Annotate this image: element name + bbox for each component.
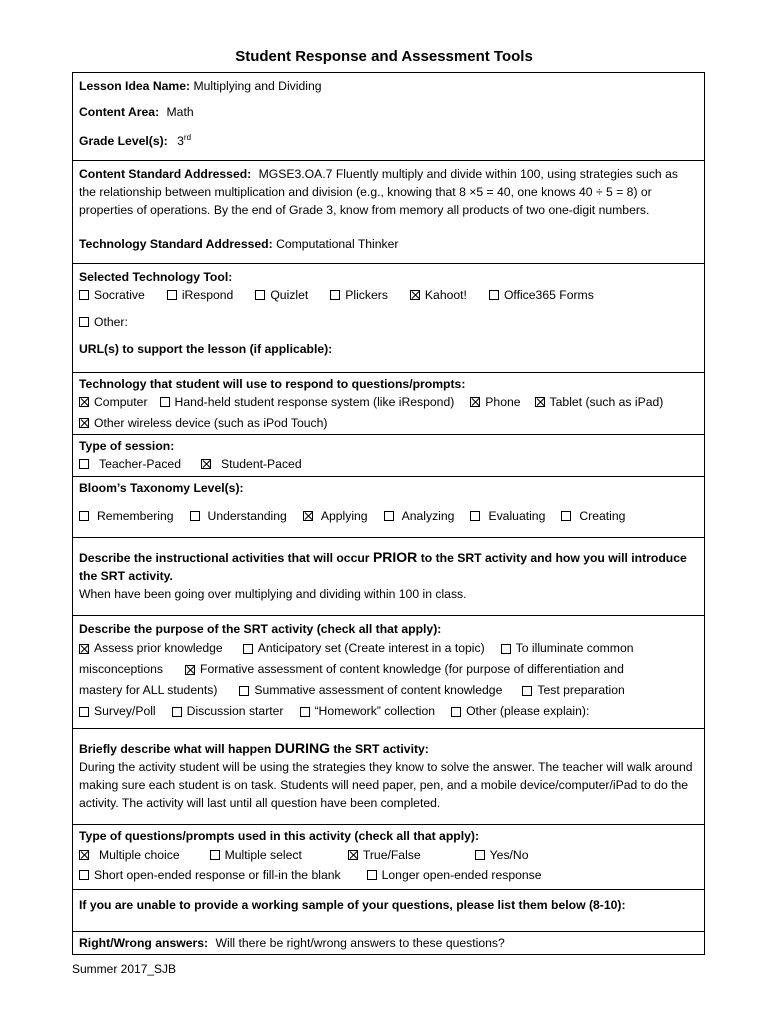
checkbox-icon[interactable]	[470, 397, 480, 407]
option-handheld[interactable]	[160, 393, 455, 411]
option-label: Remembering	[97, 509, 174, 524]
option-label: Anticipatory set (Create interest in a topic)	[257, 641, 485, 656]
checkbox-icon[interactable]	[79, 317, 89, 327]
option-label: Other:	[94, 315, 128, 330]
checkbox-icon[interactable]	[79, 397, 89, 407]
option-discussion-starter[interactable]	[172, 701, 284, 722]
checkbox-icon[interactable]	[489, 290, 499, 300]
session-type-section	[73, 435, 704, 477]
option-label: True/False	[362, 848, 421, 863]
prior-activities-section	[73, 538, 704, 616]
checkbox-icon[interactable]	[79, 418, 89, 428]
option-assess-prior-knowledge[interactable]	[79, 638, 223, 659]
purpose-continuation-text: mastery for ALL students)	[79, 683, 218, 698]
checkbox-icon[interactable]	[160, 397, 170, 407]
tech-standard-row	[79, 235, 698, 253]
option-label: To illuminate common	[515, 641, 634, 656]
option-label: Yes/No	[489, 848, 529, 863]
grade-level-suffix: rd	[183, 133, 192, 142]
bloom-taxonomy-label: Bloom’s Taxonomy Level(s):	[79, 481, 244, 496]
option-label: Analyzing	[401, 509, 455, 524]
option-label: Discussion starter	[186, 704, 284, 719]
option-evaluating[interactable]	[470, 507, 545, 525]
option-label: Student-Paced	[220, 457, 302, 472]
checkbox-icon[interactable]	[185, 665, 195, 675]
option-multiple-choice[interactable]	[79, 845, 180, 865]
option-label: Hand-held student response system (like iRespond)	[174, 395, 455, 410]
checkbox-icon[interactable]	[384, 511, 394, 521]
option-label: Longer open-ended response	[381, 868, 542, 883]
tech-standard-value[interactable]: Computational Thinker	[276, 237, 399, 252]
checkbox-icon[interactable]	[535, 397, 545, 407]
checkbox-icon[interactable]	[561, 511, 571, 521]
checkbox-icon[interactable]	[79, 511, 89, 521]
option-true-false[interactable]	[348, 845, 421, 865]
srt-purpose-section	[73, 616, 704, 729]
checkbox-icon[interactable]	[79, 290, 89, 300]
grade-level-row	[79, 129, 698, 150]
option-analyzing[interactable]	[384, 507, 455, 525]
option-label: Short open-ended response or fill-in the blank	[94, 868, 341, 883]
grade-level-number: 3	[177, 134, 184, 149]
during-emphasis: DURING	[274, 740, 330, 757]
option-label: Multiple choice	[99, 848, 180, 863]
respond-device-other-row	[79, 414, 698, 432]
option-label: Plickers	[345, 288, 388, 303]
session-type-options	[79, 455, 698, 473]
option-yes-no[interactable]	[475, 845, 529, 865]
option-label: Applying	[320, 509, 368, 524]
option-homework-collection[interactable]	[300, 701, 436, 722]
tech-standard-label: Technology Standard Addressed:	[79, 237, 273, 252]
option-formative-assessment[interactable]	[185, 659, 624, 680]
checkbox-icon[interactable]	[522, 686, 532, 696]
option-short-open-ended[interactable]	[79, 865, 341, 885]
checkbox-icon[interactable]	[190, 511, 200, 521]
option-kahoot[interactable]	[410, 286, 467, 304]
option-understanding[interactable]	[190, 507, 287, 525]
option-tablet[interactable]	[535, 393, 664, 411]
standards-section	[73, 161, 704, 264]
checkbox-icon[interactable]	[201, 459, 211, 469]
option-label: Kahoot!	[424, 288, 467, 303]
tech-tool-label: Selected Technology Tool:	[79, 270, 233, 285]
option-applying[interactable]	[303, 507, 368, 525]
respond-device-options	[79, 393, 698, 411]
checkbox-icon[interactable]	[475, 850, 485, 860]
during-label-text: Briefly describe what will happen	[79, 742, 272, 757]
purpose-row-4	[79, 701, 698, 722]
option-label: Quizlet	[270, 288, 309, 303]
respond-device-section	[73, 373, 704, 435]
purpose-row-3	[79, 680, 698, 701]
option-office365-forms[interactable]	[489, 286, 594, 304]
option-label: iRespond	[181, 288, 234, 303]
option-remembering[interactable]	[79, 507, 174, 525]
checkbox-icon[interactable]	[79, 459, 89, 469]
content-area-label: Content Area:	[79, 105, 160, 119]
option-student-paced[interactable]	[201, 455, 302, 473]
sample-questions-section	[73, 890, 704, 932]
option-creating[interactable]	[561, 507, 625, 525]
checkbox-icon[interactable]	[410, 290, 420, 300]
right-wrong-text[interactable]: Will there be right/wrong answers to these questions?	[215, 936, 505, 951]
option-label: Evaluating	[488, 509, 546, 524]
during-activity-section	[73, 729, 704, 825]
option-other[interactable]	[79, 313, 128, 331]
purpose-row-2	[79, 659, 698, 680]
question-types-section	[73, 825, 704, 890]
question-types-label: Type of questions/prompts used in this activity (check all that apply):	[79, 829, 479, 844]
checkbox-icon[interactable]	[300, 707, 310, 717]
checkbox-icon[interactable]	[348, 850, 358, 860]
during-activity-label	[79, 739, 698, 758]
option-irespond[interactable]	[167, 286, 234, 304]
sample-questions-label: If you are unable to provide a working sample of your questions, please list them below (8-10):	[79, 898, 626, 913]
tech-tool-options	[79, 286, 698, 304]
option-label: Survey/Poll	[94, 704, 156, 719]
option-label: Tablet (such as iPad)	[549, 395, 664, 410]
right-wrong-section	[73, 932, 704, 954]
during-label-text: the SRT activity:	[333, 742, 429, 757]
tech-tool-other-row	[79, 313, 698, 331]
checkbox-icon[interactable]	[501, 644, 511, 654]
option-label: Phone	[485, 395, 521, 410]
option-label: Other (please explain):	[466, 704, 590, 719]
option-other-explain[interactable]	[451, 701, 589, 722]
prior-emphasis: PRIOR	[372, 549, 418, 566]
content-area-value[interactable]: Math	[166, 105, 194, 119]
option-label: “Homework” collection	[314, 704, 436, 719]
checkbox-icon[interactable]	[255, 290, 265, 300]
option-computer[interactable]	[79, 393, 148, 411]
option-socrative[interactable]	[79, 286, 145, 304]
footer-text: Summer 2017_SJB	[72, 962, 177, 976]
option-label: Formative assessment of content knowledge (for purpose of differentiation and	[200, 662, 624, 677]
checkbox-icon[interactable]	[451, 707, 461, 717]
option-label: Teacher-Paced	[99, 457, 181, 472]
option-other-wireless[interactable]	[79, 414, 327, 432]
option-label: Office365 Forms	[503, 288, 594, 303]
srt-purpose-label: Describe the purpose of the SRT activity (check all that apply):	[79, 622, 442, 637]
grade-level-value[interactable]	[177, 134, 191, 148]
option-teacher-paced[interactable]	[79, 455, 181, 473]
bloom-taxonomy-section	[73, 477, 704, 538]
option-label: Other wireless device (such as iPod Touch)	[94, 416, 328, 431]
tech-tool-section	[73, 264, 704, 373]
checkbox-icon[interactable]	[79, 644, 89, 654]
checkbox-icon[interactable]	[243, 644, 253, 654]
checkbox-icon[interactable]	[210, 850, 220, 860]
checkbox-icon[interactable]	[167, 290, 177, 300]
option-label: Creating	[579, 509, 626, 524]
option-illuminate-misconceptions[interactable]	[501, 638, 634, 659]
option-test-preparation[interactable]	[522, 680, 624, 701]
content-standard-label: Content Standard Addressed:	[79, 167, 252, 182]
checkbox-icon[interactable]	[239, 686, 249, 696]
prior-activities-label	[79, 548, 698, 585]
option-summative-assessment[interactable]	[239, 680, 502, 701]
checkbox-icon[interactable]	[303, 511, 313, 521]
lesson-info-section	[73, 73, 704, 161]
respond-device-label: Technology that student will use to respond to questions/prompts:	[79, 377, 466, 392]
lesson-name-value[interactable]: Multiplying and Dividing	[193, 79, 322, 93]
option-quizlet[interactable]	[255, 286, 308, 304]
question-types-row-1	[79, 845, 698, 865]
checkbox-icon[interactable]	[367, 870, 377, 880]
option-label: Multiple select	[224, 848, 302, 863]
bloom-taxonomy-options	[79, 507, 698, 525]
content-area-row	[79, 103, 698, 121]
option-plickers[interactable]	[330, 286, 388, 304]
option-label: Socrative	[94, 288, 145, 303]
purpose-continuation-text: misconceptions	[79, 662, 163, 677]
page-title: Student Response and Assessment Tools	[235, 48, 533, 65]
prior-label-text: to the SRT activity and how you will introduce the SRT activity.	[79, 551, 687, 584]
checkbox-icon[interactable]	[330, 290, 340, 300]
checkbox-icon[interactable]	[79, 870, 89, 880]
option-label: Test preparation	[537, 683, 625, 698]
option-label: Understanding	[207, 509, 287, 524]
option-survey-poll[interactable]	[79, 701, 156, 722]
right-wrong-row	[79, 934, 698, 952]
purpose-row-1	[79, 638, 698, 659]
during-activity-text[interactable]: During the activity student will be using the strategies they know to solve the answer. The teacher will walk around making sure each student is on task. Students will need paper, pen, and a mobile device/computer/iPad to do the activity. The activity will last until all question have been completed.	[79, 760, 693, 811]
option-label: Assess prior knowledge	[94, 641, 223, 656]
session-type-label: Type of session:	[79, 439, 175, 454]
prior-label-text: Describe the instructional activities that will occur	[79, 551, 370, 566]
option-multiple-select[interactable]	[210, 845, 302, 865]
url-label: URL(s) to support the lesson (if applicable):	[79, 342, 333, 357]
right-wrong-label: Right/Wrong answers:	[79, 936, 209, 951]
prior-activities-text[interactable]: When have been going over multiplying and dividing within 100 in class.	[79, 587, 467, 602]
option-anticipatory-set[interactable]	[243, 638, 485, 659]
checkbox-icon[interactable]	[79, 707, 89, 717]
lesson-name-row	[79, 77, 698, 95]
checkbox-icon[interactable]	[470, 511, 480, 521]
option-longer-open-ended[interactable]	[367, 865, 542, 885]
srt-form	[72, 72, 705, 955]
checkbox-icon[interactable]	[172, 707, 182, 717]
option-label: Summative assessment of content knowledge	[254, 683, 503, 698]
option-phone[interactable]	[470, 393, 520, 411]
option-label: Computer	[94, 395, 148, 410]
content-standard-value[interactable]: MGSE3.OA.7 Fluently multiply and divide within 100, using strategies such as the relationship between multiplication and division (e.g., knowing that 8 ×5 = 40, one knows 40 ÷ 5 = 8) or properties of operations. By the end of Grade 3, know from memory all products of two one-digit numbers.	[79, 167, 678, 218]
lesson-name-label: Lesson Idea Name:	[79, 79, 191, 93]
content-standard-row	[79, 165, 698, 219]
checkbox-icon[interactable]	[79, 850, 89, 860]
question-types-row-2	[79, 865, 698, 885]
grade-level-label: Grade Level(s):	[79, 134, 168, 149]
